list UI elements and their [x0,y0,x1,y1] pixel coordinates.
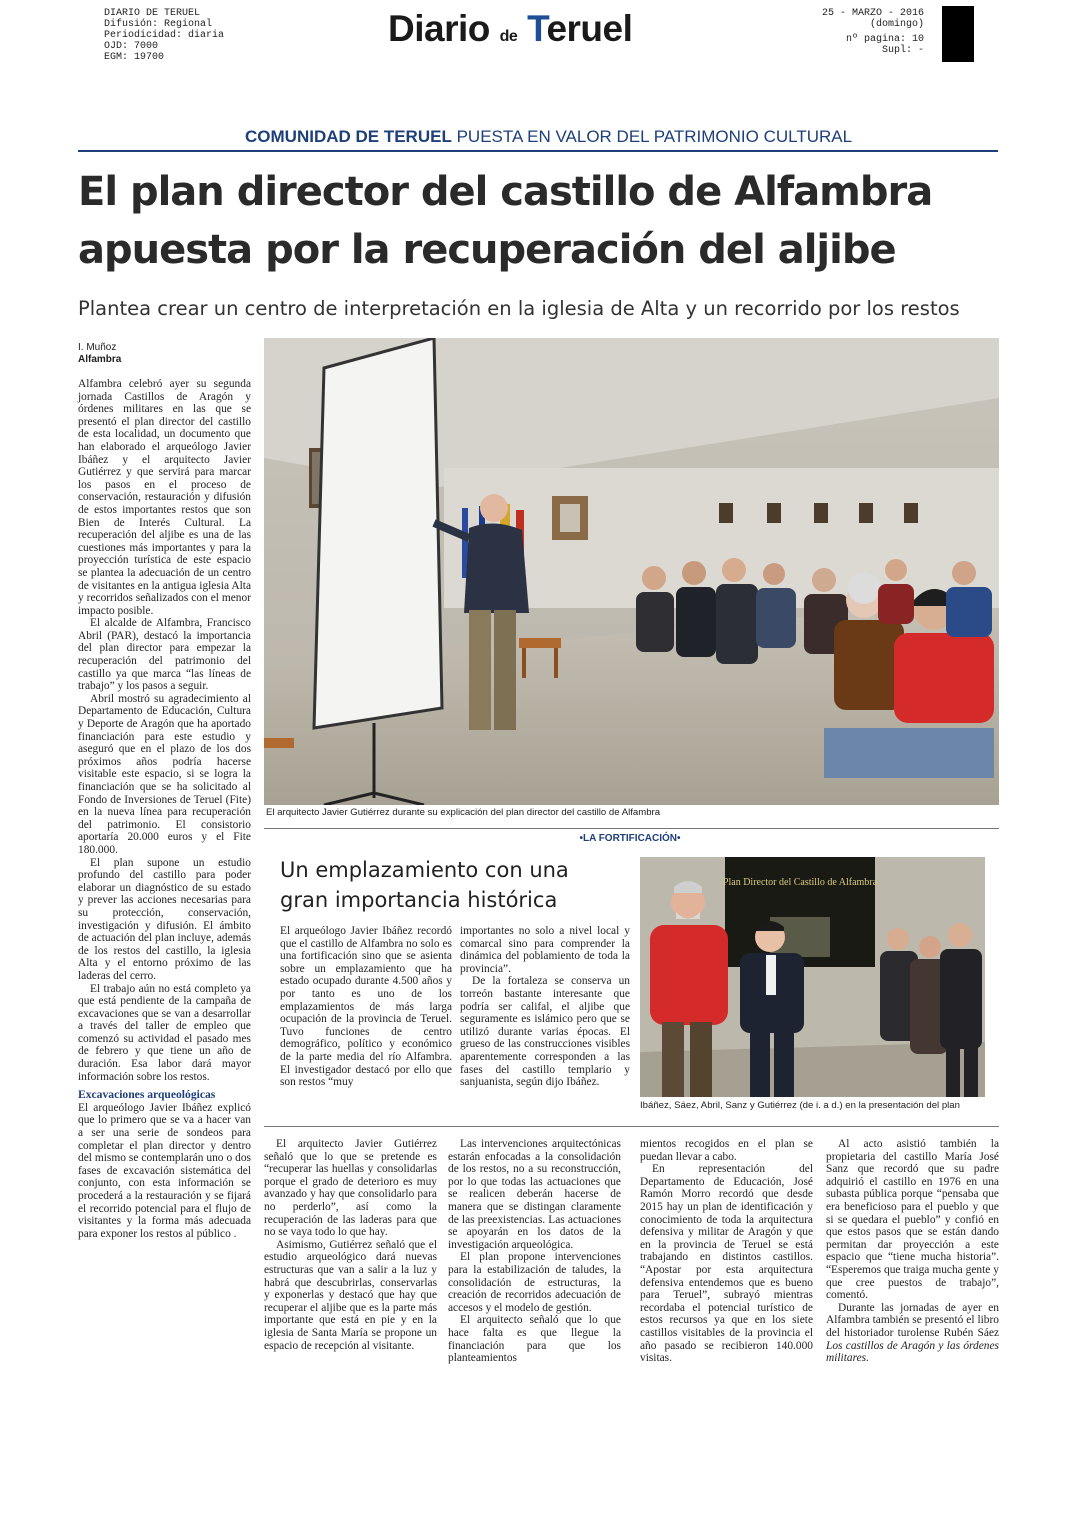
main-photo[interactable] [264,338,999,805]
issue-page: nº pagina: 10 [845,34,924,45]
article-column-1 [78,378,251,1240]
issue-supl: Supl: - [881,45,924,56]
paragraph: El arqueólogo Javier Ibáñez recordó que el castillo de Alfambra no solo es una fortificación sino que se asienta sobre un emplazamiento que ha estado ocupado durante 4.500 años y por tanto es uno de los emplazamientos de más larga ocupación de la provincia de Teruel. Tuvo funciones de centro demográfico, político y económico de la parte media del río Alfambra. El investigador destacó por ello que son restos “muy [280,925,452,1089]
dateline-location: Alfambra [78,354,122,365]
box-photo[interactable] [640,857,985,1097]
redaction-box [942,6,974,62]
meta-line: Difusión: Regional [104,19,213,30]
author: I. Muñoz [78,342,117,353]
box-column-a [280,925,452,1089]
paragraph: El plan supone un estudio profundo del castillo para poder elaborar un diagnóstico de su estado y prever las acciones necesarias para su protección, conservación, investigación y difusión. El ámbito de actuación del plan incluye, además de los restos del castillo, la iglesia Alta y el entorno próximo de las laderas del cerro. [78,856,251,982]
box-bottom-rule [264,1126,999,1127]
byline [78,342,121,366]
group-photo-illustration [640,857,985,1097]
logo-teruel-initial: T [527,8,547,49]
paragraph: El arquitecto Javier Gutiérrez señaló que lo que se pretende es “recuperar las huellas y consolidarlas porque el grado de deterioro es muy avanzado y hay que consolidarlo para no perderlo”, así como la recuperación de las laderas para que no se vaya todo lo que hay. [264,1138,437,1239]
paragraph: En representación del Departamento de Educación, José Ramón Morro recordó que desde 2015 hay un plan de identificación y conocimiento de toda la arquitectura defensiva y militar de Aragón y que en la provincia de Teruel se está trabajando en distintos castillos. “Apostar por esta arquitectura defensiva entendemos que es bueno para Teruel”, subrayó mientras recordaba el potencial turístico de estos recursos ya que en los siete castillos visitables de la provincia el año pasado se recibieron 140.000 visitas. [640,1163,813,1365]
paragraph: Al acto asistió también la propietaria del castillo María José Sanz que recordó que su padre adquirió el castillo en 1976 en una subasta pública porque “pensaba que era beneficioso para el pueblo y que si se quedara el pueblo” y confió en que estos pasos que se están dando permitan dar proyección a este espacio que “tiene mucha historia”. “Esperemos que traiga mucha gente y que cree puestos de trabajo”, comentó. [826,1138,999,1302]
issue-weekday: (domingo) [869,19,924,30]
paragraph: El arqueólogo Javier Ibáñez explicó que lo primero que se va a hacer van a ser una serie de sondeos para completar el plan director y dentro del mismo se contemplarán uno o dos fases de excavación sistemática del conjunto, con esta información se procederá a la restauración y se fijará el recorrido potencial para el flujo de visitantes y la forma más adecuada para exponer los restos al público . [78,1101,251,1240]
paragraph: El arquitecto señaló que lo que hace falta es que llegue la financiación para que los planteamientos [448,1314,621,1365]
paragraph: El alcalde de Alfambra, Francisco Abril (PAR), destacó la importancia del plan director para empezar la recuperación del patrimonio del castillo ya que marca “las líneas de trabajo” y los pasos a seguir. [78,617,251,693]
crosshead: Excavaciones arqueológicas [78,1088,216,1102]
paragraph: mientos recogidos en el plan se puedan llevar a cabo. [640,1138,813,1163]
article-column-3 [448,1138,621,1365]
section-rule [78,150,998,152]
main-photo-caption: El arquitecto Javier Gutiérrez durante su explicación del plan director del castillo de Alfambra [266,807,661,818]
paragraph-text: Durante las jornadas de ayer en Alfambra también se presentó el libro del historiador turolense Rubén Sáez [826,1301,999,1339]
logo-diario: Diario [388,8,490,49]
article-column-4 [640,1138,813,1365]
paragraph: importantes no solo a nivel local y comarcal sino para comprender la dinámica del poblamiento de toda la provincia”. [460,925,630,975]
box-column-b [460,925,630,1089]
paragraph [826,1302,999,1365]
section-name: COMUNIDAD DE TERUEL [245,127,452,146]
issue-date: 25 - MARZO - 2016 [821,8,924,19]
box-photo-caption: Ibáñez, Sáez, Abril, Sanz y Gutiérrez (de i. a d.) en la presentación del plan [640,1100,960,1111]
logo-teruel: Teruel [527,8,633,49]
box-title: Un emplazamiento con una gran importancia histórica [280,858,569,912]
headline [78,163,1038,279]
box-tag: •LA FORTIFICACIÓN• [579,833,681,844]
headline-line: El plan director del castillo de Alfambra [78,169,933,215]
screen-slide-text: Plan Director del Castillo de Alfambra [722,877,878,888]
paragraph: Alfambra celebró ayer su segunda jornada Castillos de Aragón y órdenes militares en las que se presentó el plan director del castillo de esta localidad, un documento que han elaborado el arqueólogo Javier Ibáñez y el arquitecto Javier Gutiérrez y que servirá para marcar los pasos en el proceso de conservación, restauración y difusión de estos importantes restos que son Bien de Interés Cultural. La recuperación del aljibe es una de las cuestiones más importantes y para la proyección turística de este espacio se plantea la adecuación de un centro de visitantes en la antigua iglesia Alta y recorridos señalizados con el menor impacto posible. [78,378,251,617]
article-column-5 [826,1138,999,1365]
section-label [245,127,852,147]
article-column-2 [264,1138,437,1352]
logo-de: de [499,28,518,45]
paragraph: El trabajo aún no está completo ya que está pendiente de la campaña de excavaciones que se van a desarrollar a través del taller de empleo que comenzó su actividad el pasado mes de febrero y que tiene un año de duración. Esa labor dará mayor información sobre los restos. [78,982,251,1083]
section-topic: PUESTA EN VALOR DEL PATRIMONIO CULTURAL [456,127,853,146]
paragraph: Las intervenciones arquitectónicas estarán enfocadas a la consolidación de los restos, no a su reconstrucción, por lo que todas las actuaciones que se realicen deberán hacerse de manera que se distingan claramente de las preexistencias. Las actuaciones se apoyarán en los datos de la investigación arqueológica. [448,1138,621,1251]
headline-line: apuesta por la recuperación del aljibe [78,227,896,273]
meta-line: OJD: 7000 [104,41,159,52]
box-top-rule [264,828,999,829]
issue-info [820,8,924,56]
press-metadata [104,8,224,63]
meta-line: Periodicidad: diaria [104,30,225,41]
presentation-scene-illustration [264,338,999,805]
book-title: Los castillos de Aragón y las órdenes militares. [826,1339,999,1365]
paragraph: Asimismo, Gutiérrez señaló que el estudio arqueológico dará nuevas estructuras que van a salir a la luz y habrá que descubrirlas, conservarlas y exponerlas y destacó que hay que recuperar el aljibe que es la parte más importante que está en pie y en la iglesia de Santa María se propone un espacio de recepción al visitante. [264,1238,437,1352]
meta-line: EGM: 19700 [104,52,165,63]
subheadline: Plantea crear un centro de interpretación en la iglesia de Alta y un recorrido por los restos [78,297,960,320]
meta-line: DIARIO DE TERUEL [104,8,201,19]
paragraph: Abril mostró su agradecimiento al Departamento de Educación, Cultura y Deporte de Aragón que ha aportado financiación para este estudio y aseguró que en el plazo de los dos próximos años podría hacerse visitable este espacio, si se logra la financiación que se ha solicitado al Fondo de Inversiones de Teruel (Fite) en la nueva línea para recuperación del patrimonio. El consistorio aportaría 20.000 euros y el Fite 180.000. [78,692,251,856]
paragraph: El plan propone intervenciones para la estabilización de taludes, la consolidación de estructuras, la creación de recorridos adecuación de accesos y el modelo de gestión. [448,1251,621,1314]
paragraph: De la fortaleza se conserva un torreón bastante interesante que podría ser califal, el aljibe que seguramente es islámico pero que se utilizó durante varias épocas. El grueso de las construcciones visibles aparentemente corresponden a las fases del castillo templario y sanjuanista, según dijo Ibáñez. [460,975,630,1089]
newspaper-logo[interactable] [388,8,632,50]
